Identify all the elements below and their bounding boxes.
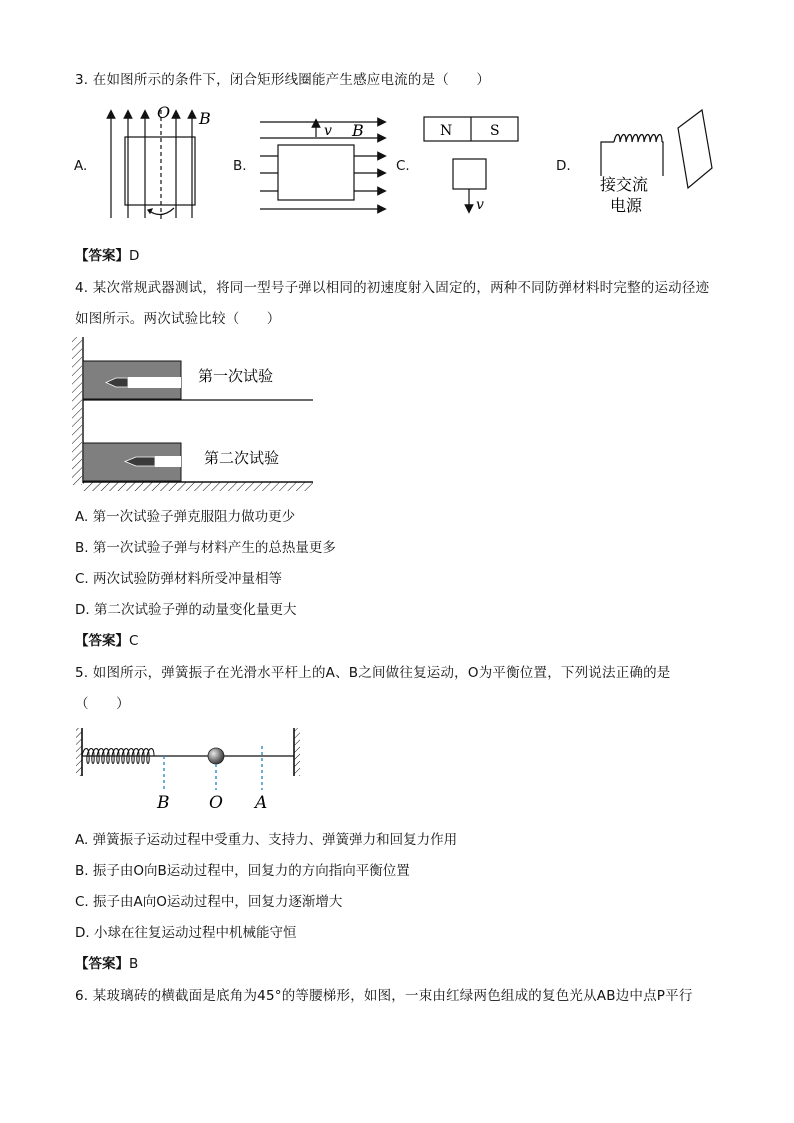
q3-option-c-label: C.: [396, 158, 410, 174]
q4-stem-line2: 如图所示。两次试验比较（ ）: [75, 311, 281, 327]
right-wall-hatch: [294, 728, 300, 776]
velocity-label: v: [476, 197, 484, 213]
q4-answer: [75, 629, 138, 649]
q5-stem-line1: 5. 如图所示，弹簧振子在光滑水平杆上的A、B之间做往复运动，O为平衡位置，下列说法正确的是: [75, 665, 671, 681]
q3-figure-c: [420, 113, 530, 223]
coil-rectangle: [278, 145, 354, 200]
answer-value: B: [129, 956, 139, 972]
bullet-track-2: [155, 456, 181, 467]
q5-stem-line2: （ ）: [75, 696, 130, 712]
coil-rectangle: [125, 137, 195, 205]
q3-answer: [75, 244, 139, 264]
wire-right: [662, 142, 663, 176]
oscillator-ball: [208, 748, 224, 764]
q3-figure-b: [258, 115, 388, 215]
q3-option-b-label: B.: [233, 158, 247, 174]
magnet-s-pole: S: [490, 123, 500, 139]
q5-option-c: C. 振子由A向O运动过程中，回复力逐渐增大: [75, 894, 343, 910]
coil-square: [453, 159, 486, 189]
field-label: B: [199, 109, 211, 128]
answer-value: D: [129, 248, 140, 264]
q4-figure: [70, 335, 320, 495]
label-A: A: [255, 793, 268, 813]
q4-option-b: B. 第一次试验子弹与材料产生的总热量更多: [75, 540, 336, 556]
q6-stem-line1: 6. 某玻璃砖的横截面是底角为45°的等腰梯形，如图，一束由红绿两色组成的复色光从AB边中点P平行: [75, 988, 693, 1004]
ac-source-label-line1: 接交流: [600, 175, 649, 194]
q5-option-d: D. 小球在往复运动过程中机械能守恒: [75, 925, 297, 941]
trial-1-label: 第一次试验: [198, 367, 274, 385]
magnet-n-pole: N: [440, 123, 453, 139]
q3-option-a-label: A.: [74, 158, 88, 174]
q3-figure-d: [590, 108, 720, 218]
q3-figure-a: [100, 100, 220, 225]
coil-plane: [678, 110, 712, 188]
answer-tag: 【答案】: [75, 956, 129, 972]
wall-hatch: [72, 337, 82, 485]
q4-option-c: C. 两次试验防弹材料所受冲量相等: [75, 571, 283, 587]
label-O: O: [209, 793, 223, 813]
velocity-label: v: [324, 123, 332, 139]
solenoid-coil: [614, 135, 662, 143]
wire-left: [601, 142, 614, 176]
q5-answer: [75, 952, 138, 972]
q4-option-d: D. 第二次试验子弹的动量变化量更大: [75, 602, 297, 618]
q4-stem-line1: 4. 某次常规武器测试，将同一型号子弹以相同的初速度射入固定的，两种不同防弹材料时完整的运动径迹: [75, 280, 710, 296]
answer-tag: 【答案】: [75, 248, 129, 264]
q5-figure: [70, 722, 310, 817]
q3-option-d-label: D.: [556, 158, 571, 174]
answer-value: C: [129, 633, 139, 649]
q5-option-b: B. 振子由O向B运动过程中，回复力的方向指向平衡位置: [75, 863, 410, 879]
ac-source-label-line2: 电源: [610, 196, 643, 215]
bullet-track-1: [128, 377, 181, 388]
answer-tag: 【答案】: [75, 633, 129, 649]
field-label: B: [352, 121, 364, 140]
q5-option-a: A. 弹簧振子运动过程中受重力、支持力、弹簧弹力和回复力作用: [75, 832, 458, 848]
q3-stem: 3. 在如图所示的条件下，闭合矩形线圈能产生感应电流的是（ ）: [75, 72, 491, 88]
trial-2-label: 第二次试验: [204, 449, 280, 467]
q4-option-a: A. 第一次试验子弹克服阻力做功更少: [75, 509, 296, 525]
axis-label: O: [157, 103, 171, 122]
left-wall-hatch: [76, 728, 82, 776]
label-B: B: [157, 793, 170, 813]
ground-hatch: [83, 482, 313, 491]
